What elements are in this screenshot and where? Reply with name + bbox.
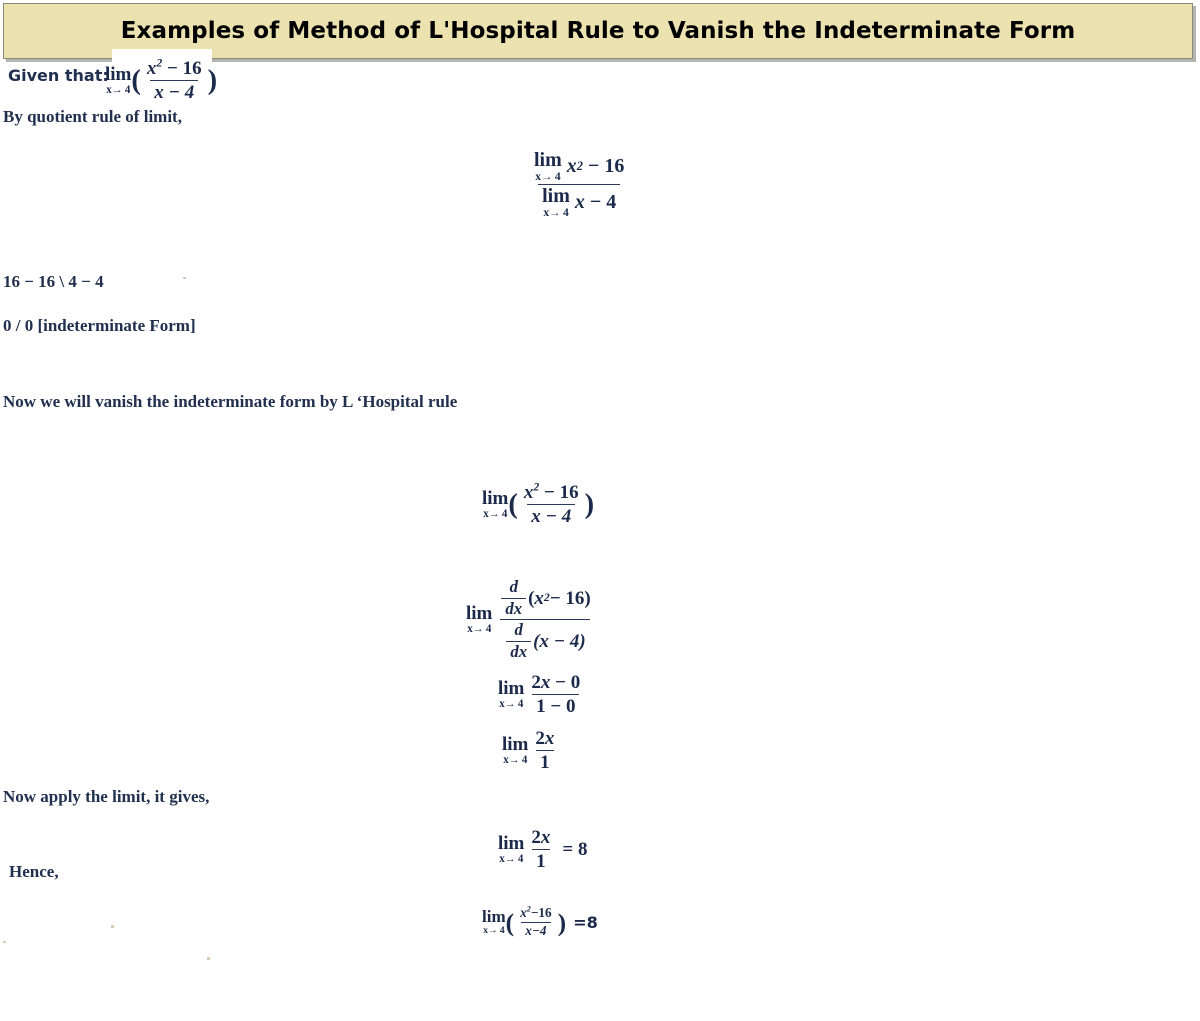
fraction-numerator: 2x (531, 827, 551, 848)
numerator-rest: − 16 (587, 155, 625, 178)
fraction-denominator: x − 4 (527, 504, 575, 527)
limit-op-text: lim (105, 64, 132, 86)
scan-speck (183, 277, 186, 279)
numerator-arg-rest: − 16) (549, 587, 591, 609)
limit-subscript: x→ 4 (483, 508, 508, 521)
fraction-denominator: 1 (536, 750, 554, 773)
fraction (531, 728, 558, 774)
open-paren: ( (505, 907, 515, 937)
numerator-rest: − 16 (544, 482, 579, 503)
denominator-arg: (x − 4) (533, 631, 586, 653)
numerator-variable: x (544, 728, 555, 749)
numerator-rest: − 16 (167, 58, 202, 79)
close-paren: ) (557, 907, 567, 937)
fraction-denominator: x−4 (521, 922, 550, 939)
limit-operator (482, 908, 506, 936)
final-answer-expression (482, 906, 598, 939)
open-paren: ( (131, 65, 141, 97)
numerator-variable: x (540, 672, 551, 693)
fraction-denominator (538, 184, 620, 219)
limit-operator (542, 186, 570, 219)
fraction-numerator (520, 482, 583, 504)
scan-speck (207, 957, 210, 960)
numerator-exponent: 2 (533, 480, 540, 494)
fraction (530, 150, 628, 218)
equals-value: = 8 (562, 838, 588, 860)
limit-subscript: x→ 4 (467, 623, 492, 636)
d-dx-operator (501, 578, 526, 618)
limit-operator (498, 834, 524, 865)
result-expression (498, 827, 587, 873)
limit-operator (105, 65, 131, 96)
limit-operator (498, 679, 524, 710)
fraction (520, 482, 583, 528)
limit-op-text: lim (498, 678, 525, 700)
limit-operator (534, 150, 562, 183)
fraction-numerator: 2x (535, 728, 555, 749)
restated-limit-expression (482, 482, 594, 528)
limit-operator (502, 735, 528, 766)
fraction-denominator: x − 4 (150, 80, 198, 103)
numerator-rest: − 0 (555, 672, 581, 693)
d-symbol: d (509, 577, 518, 596)
fraction-numerator: lim x→ 4 x 2 − 16 (534, 149, 625, 183)
limit-operator (466, 604, 492, 635)
fraction-numerator: $\frac{d}{dx}$ ( x 2 − 16) (495, 578, 594, 619)
scan-speck (3, 941, 6, 943)
limit-op-text: lim (502, 734, 529, 756)
indeterminate-form-line: 0 / 0 [indeterminate Form] (3, 316, 196, 335)
limit-op-text: lim (534, 149, 562, 171)
fraction-denominator (500, 619, 589, 661)
limit-op-text: lim (498, 833, 525, 855)
close-paren: ) (584, 489, 595, 521)
limit-op-text: lim (482, 907, 506, 927)
denominator-variable: x (574, 190, 585, 213)
final-equals-value: =8 (573, 912, 598, 932)
substitution-line: 16 − 16 \ 4 − 4 (3, 272, 104, 291)
hence-text: Hence, (9, 862, 59, 881)
numerator-arg-open: ( (528, 587, 535, 609)
limit-op-text: lim (542, 184, 570, 207)
fraction-numerator (143, 58, 206, 80)
numerator-variable: x (540, 827, 551, 848)
quotient-rule-text: By quotient rule of limit, (3, 107, 182, 126)
numerator-variable: x (520, 905, 527, 920)
fraction-denominator: 1 − 0 (532, 694, 579, 717)
quotient-split-expression (528, 150, 630, 218)
dx-symbol: dx (501, 598, 526, 619)
numerator-variable: x (146, 58, 157, 79)
fraction-denominator: 1 (532, 849, 550, 872)
d-symbol: d (514, 620, 523, 640)
step-2x-over-1-expression (502, 728, 560, 774)
fraction-numerator: 2x − 0 (531, 672, 581, 693)
limit-subscript: x→ 4 (499, 698, 524, 711)
limit-op-text: lim (466, 603, 493, 625)
step-2x-minus-0-expression (498, 672, 586, 718)
limit-op-text: lim (482, 488, 509, 510)
apply-limit-text: Now apply the limit, it gives, (3, 787, 210, 806)
page-title: Examples of Method of L'Hospital Rule to Vanish the Indeterminate Form (120, 18, 1076, 44)
fraction-numerator (516, 906, 556, 922)
numerator-variable: x (566, 155, 577, 178)
limit-subscript: x→ 4 (535, 170, 561, 183)
numerator-exponent: 2 (526, 904, 531, 914)
fraction (143, 58, 206, 104)
lhospital-intro-line: Now we will vanish the indeterminate form by L ‘Hospital rule (3, 392, 458, 411)
fraction (495, 578, 594, 662)
fraction (516, 906, 556, 939)
close-paren: ) (207, 65, 218, 97)
limit-subscript: x→ 4 (483, 925, 505, 937)
fraction (527, 672, 584, 718)
numerator-variable: x (523, 482, 534, 503)
derivative-limit-expression (466, 578, 597, 662)
limit-subscript: x→ 4 (503, 754, 528, 767)
given-limit-expression (105, 58, 217, 104)
numerator-rest: −16 (530, 905, 552, 920)
limit-subscript: x→ 4 (499, 853, 524, 866)
limit-subscript: x→ 4 (106, 84, 131, 97)
scan-speck (111, 925, 114, 928)
limit-subscript: x→ 4 (543, 205, 569, 219)
limit-operator (482, 489, 508, 520)
fraction (527, 827, 554, 873)
given-that-label: Given that: (8, 66, 109, 85)
d-dx-operator (506, 621, 531, 661)
numerator-variable: x (534, 587, 544, 609)
denominator-rest: − 4 (589, 190, 617, 213)
open-paren: ( (508, 489, 518, 521)
numerator-exponent: 2 (156, 56, 163, 70)
dx-symbol: dx (506, 641, 531, 662)
